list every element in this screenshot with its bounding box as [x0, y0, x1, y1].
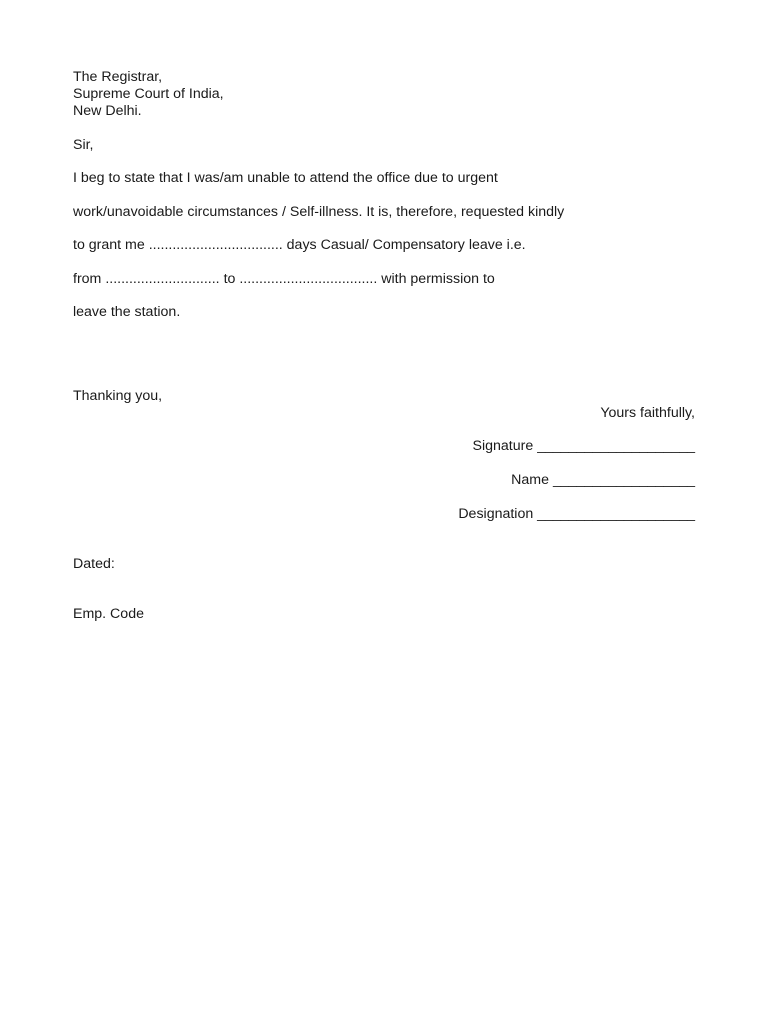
body-line-4: from ............................. to ................................... with permission to	[73, 271, 495, 287]
salutation: Sir,	[73, 137, 94, 153]
dated-label: Dated:	[73, 556, 115, 572]
closing: Thanking you,	[73, 388, 163, 404]
body-line-2: work/unavoidable circumstances / Self-illness. It is, therefore, requested kindly	[73, 204, 565, 220]
addressee-line-1: The Registrar,	[73, 69, 163, 85]
signature-line: Signature ____________________	[472, 438, 695, 454]
designation-line: Designation ____________________	[458, 506, 695, 522]
signoff: Yours faithfully,	[600, 405, 695, 421]
emp-code-label: Emp. Code	[73, 606, 144, 622]
addressee-line-2: Supreme Court of India,	[73, 86, 224, 102]
addressee-line-3: New Delhi.	[73, 103, 142, 119]
body-line-1: I beg to state that I was/am unable to attend the office due to urgent	[73, 170, 498, 186]
body-line-5: leave the station.	[73, 304, 181, 320]
name-line: Name __________________	[511, 472, 695, 488]
body-line-3: to grant me .................................. days Casual/ Compensatory leave i.e.	[73, 237, 526, 253]
